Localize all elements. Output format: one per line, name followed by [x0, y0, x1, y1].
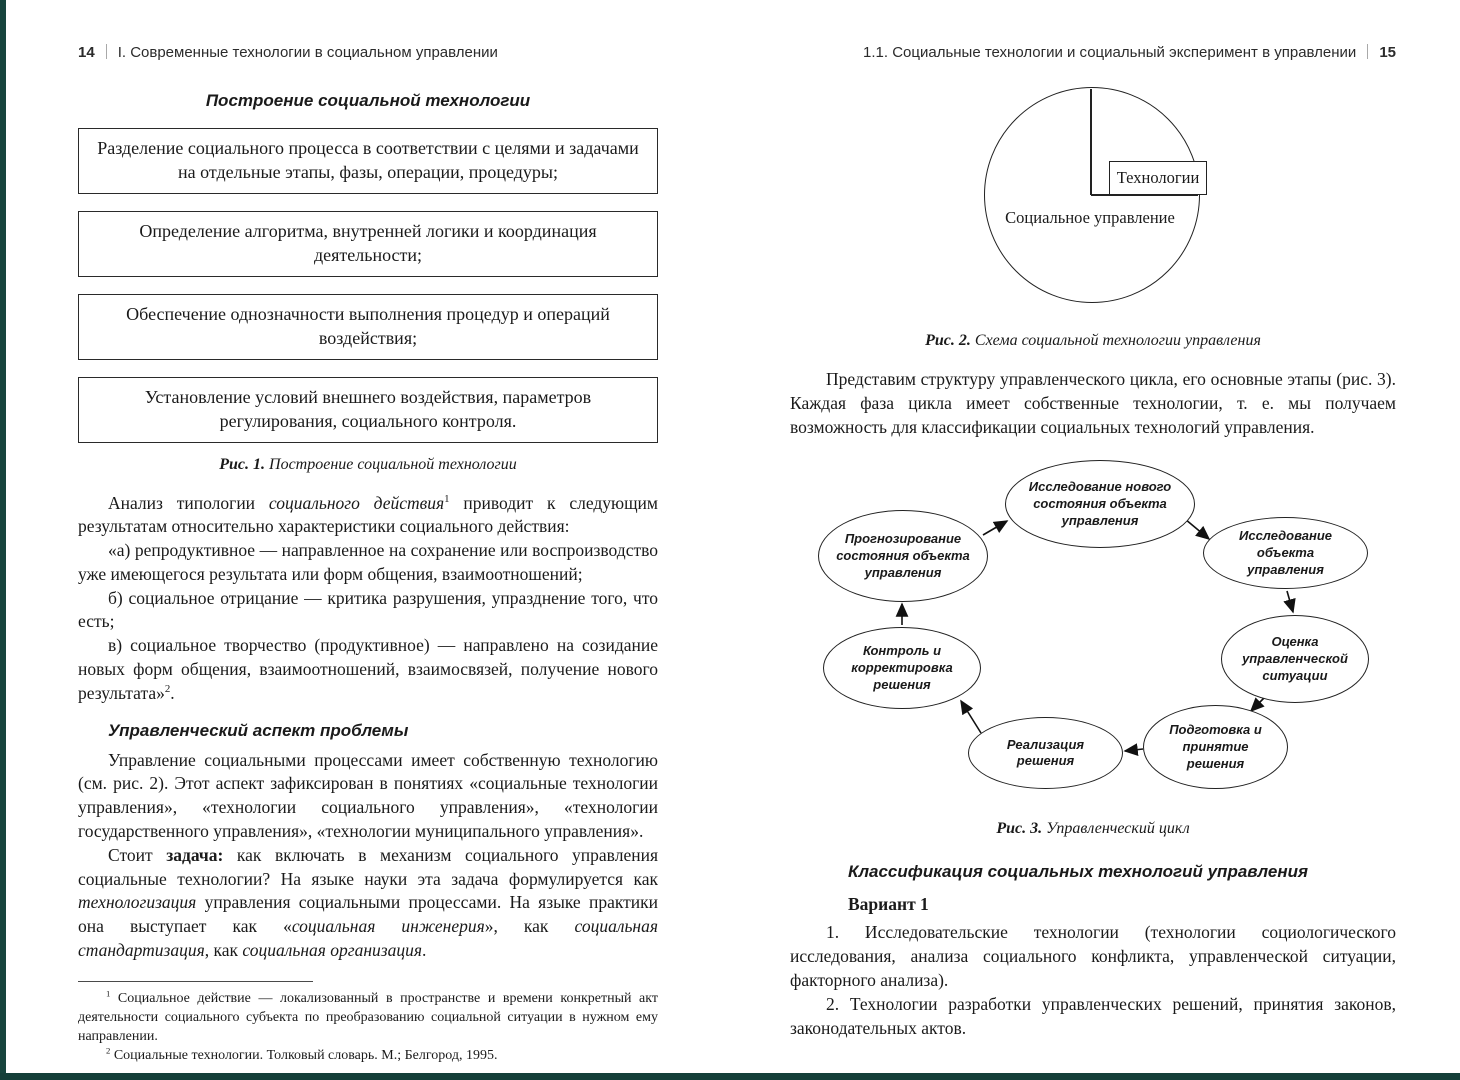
- figure1-caption: [78, 456, 658, 474]
- figure3-caption-label: Рис. 3.: [996, 820, 1043, 838]
- figure2-caption: [790, 332, 1396, 350]
- classification-item-1: 1. Исследовательские технологии (технологии социологического исследования, анализа социального конфликта, управленческой ситуации, факторного анализа).: [790, 922, 1396, 990]
- right-page-number: 15: [1379, 44, 1396, 61]
- figure1-title: Построение социальной технологии: [205, 91, 531, 110]
- figure1-box-4: Установление условий внешнего воздействия, параметров регулирования, социального контроля.: [78, 377, 658, 443]
- social-management-label: Социальное управление: [1005, 208, 1175, 227]
- section-heading-management-aspect: Управленческий аспект проблемы: [108, 720, 409, 740]
- cycle-node-new-state-research: Исследование нового состояния объекта управления: [1005, 460, 1195, 548]
- classification-heading: Классификация социальных технологий управления: [848, 862, 1309, 882]
- right-page: [790, 0, 1396, 1040]
- figure-3-cycle-diagram: [813, 455, 1373, 807]
- vertical-divider-line: [1090, 89, 1092, 195]
- figure2-caption-text: Схема социальной технологии управления: [970, 332, 1261, 349]
- figure2-caption-label: Рис. 2.: [925, 332, 971, 349]
- cycle-node-decision-implementation: Реализация решения: [968, 717, 1123, 789]
- variant-1-heading: Вариант 1: [848, 894, 929, 915]
- right-running-head: [790, 44, 1396, 61]
- cycle-node-control-correction: Контроль и корректировка решения: [823, 627, 981, 709]
- left-header-title: I. Современные технологии в социальном управлении: [117, 44, 498, 61]
- paragraph-item-v: в) социальное творчество (продуктивное) — направлено на созидание новых форм общения, взаимоотношений, взаимосвязей, получение нового результата»$^2$.: [78, 635, 658, 703]
- paragraph-item-b: б) социальное отрицание — критика разрушения, упразднение того, что есть;: [78, 587, 658, 632]
- paragraph-item-a: «а) репродуктивное — направленное на сохранение или воспроизводство уже имеющегося результата или форм общения, взаимоотношений;: [78, 540, 658, 584]
- left-page: [78, 0, 658, 1065]
- paragraph-analysis-intro: Анализ типологии социального действия$^1$ приводит к следующим результатам относительно характеристики социального действия:: [78, 492, 658, 537]
- left-running-head: [78, 44, 658, 61]
- figure3-caption: [790, 820, 1396, 838]
- cycle-node-object-research: Исследование объекта управления: [1203, 517, 1368, 589]
- cycle-node-state-forecasting: Прогнозирование состояния объекта управления: [818, 510, 988, 602]
- header-divider: [1367, 44, 1368, 59]
- footnotes: [78, 981, 658, 1066]
- figure1-box-2: Определение алгоритма, внутренней логики и координация деятельности;: [78, 211, 658, 277]
- footnote-1: $^1$ Социальное действие — локализованный в пространстве и времени конкретный акт деятельности социального субъекта по преобразованию социальной ситуации в нужном ему направлении.: [78, 988, 658, 1044]
- book-bottom-edge: [0, 1073, 1460, 1080]
- book-spine-edge: [0, 0, 6, 1080]
- header-divider: [106, 44, 107, 59]
- cycle-node-situation-assessment: Оценка управленческой ситуации: [1221, 615, 1369, 703]
- paragraph-task: Стоит задача: как включать в механизм социального управления социальные технологии? На языке науки эта задача формулируется как технологизация управления социальными процессами. На языке практики она выступает как «социальная инженерия», как социальная стандартизация, как социальная организация.: [78, 844, 658, 961]
- figure-2-diagram: [933, 79, 1253, 319]
- left-page-number: 14: [78, 44, 95, 61]
- technologies-box: Технологии: [1109, 161, 1207, 195]
- classification-item-2: 2. Технологии разработки управленческих решений, принятия законов, законодательных актов.: [790, 993, 1396, 1038]
- figure1-caption-label: Рис. 1.: [219, 455, 266, 473]
- right-header-title: 1.1. Социальные технологии и социальный эксперимент в управлении: [863, 44, 1357, 61]
- cycle-node-decision-preparation: Подготовка и принятие решения: [1143, 705, 1288, 789]
- figure3-caption-text: Управленческий цикл: [1042, 820, 1190, 838]
- figure1-caption-text: Построение социальной технологии: [265, 455, 517, 473]
- paragraph-management-processes: Управление социальными процессами имеет собственную технологию (см. рис. 2). Этот аспект зафиксирован в понятиях «социальные технологии управления», «технологии социального управления», «технологии государственного управления», «технологии муниципального управления».: [78, 749, 658, 842]
- paragraph-cycle-structure: Представим структуру управленческого цикла, его основные этапы (рис. 3). Каждая фаза цикла имеет собственные технологии, т. е. мы получаем возможность для классификации социальных технологий управления.: [790, 369, 1396, 437]
- figure1-box-1: Разделение социального процесса в соответствии с целями и задачами на отдельные этапы, фазы, операции, процедуры;: [78, 128, 658, 194]
- footnote-divider: [78, 981, 313, 982]
- footnote-2: $^2$ Социальные технологии. Толковый словарь. М.; Белгород, 1995.: [106, 1044, 498, 1063]
- figure1-box-3: Обеспечение однозначности выполнения процедур и операций воздействия;: [78, 294, 658, 360]
